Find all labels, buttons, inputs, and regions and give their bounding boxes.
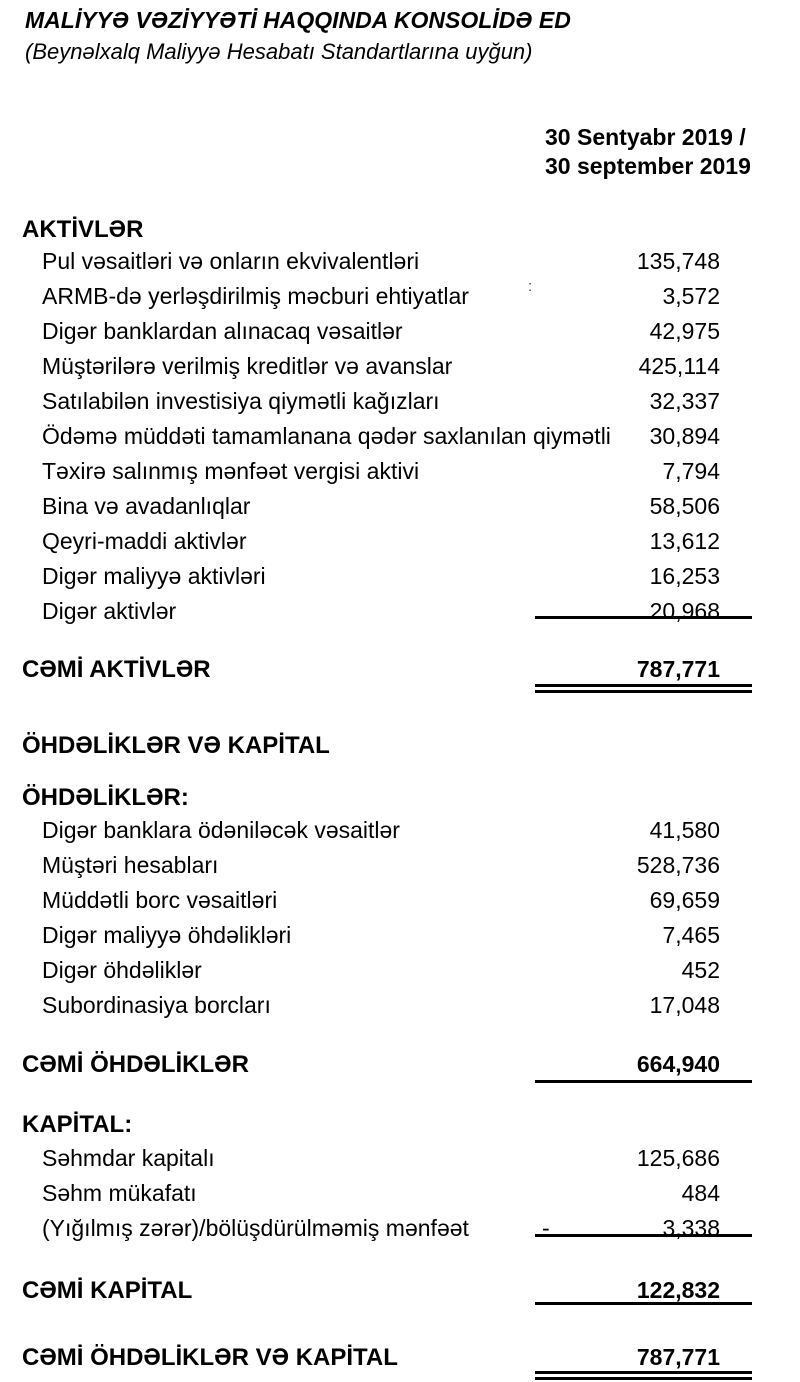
- assets-total-row: [0, 656, 800, 686]
- line-item-row: [0, 1145, 800, 1175]
- liabilities-total-row: [0, 1051, 800, 1081]
- total-label: CƏMİ AKTİVLƏR: [22, 656, 211, 683]
- line-item-label: Digər maliyyə aktivləri: [42, 563, 266, 589]
- line-item-row: [0, 563, 800, 593]
- line-item-label: Qeyri-maddi aktivlər: [42, 528, 247, 554]
- section-heading-equity: [0, 1111, 800, 1141]
- line-item-label: Təxirə salınmış mənfəət vergisi aktivi: [42, 458, 420, 484]
- line-item-row: [0, 458, 800, 488]
- line-item-label: Ödəmə müddəti tamamlanana qədər saxlanılan qiymətli: [42, 423, 611, 449]
- line-item-value: 7,794: [662, 458, 720, 484]
- line-item-row: [0, 817, 800, 847]
- line-item-label: ARMB-də yerləşdirilmiş məcburi ehtiyatlar: [42, 283, 469, 309]
- line-item-value: 30,894: [649, 423, 720, 449]
- line-item-value: 125,686: [636, 1145, 720, 1171]
- line-item-row: [0, 423, 800, 453]
- line-item-value: 41,580: [649, 817, 720, 843]
- line-item-value: 69,659: [649, 887, 720, 913]
- line-item-label: Digər öhdəliklər: [42, 957, 202, 983]
- line-item-value: 32,337: [649, 388, 720, 414]
- total-value: 664,940: [636, 1051, 720, 1077]
- total-value: 787,771: [636, 1344, 720, 1370]
- line-item-row: [0, 957, 800, 987]
- line-item-label: Səhmdar kapitalı: [42, 1145, 215, 1171]
- line-item-row: [0, 388, 800, 418]
- line-item-value: 13,612: [649, 528, 720, 554]
- line-item-label: Digər banklara ödəniləcək vəsaitlər: [42, 817, 400, 843]
- column-header-date: [545, 123, 751, 181]
- line-item-row: [0, 248, 800, 278]
- grand-total-row: [0, 1344, 800, 1374]
- rule-grand-total: [535, 1371, 752, 1380]
- line-item-row: [0, 887, 800, 917]
- line-item-row: [0, 922, 800, 952]
- line-item-label: Müştəri hesabları: [42, 852, 219, 878]
- line-item-row: [0, 852, 800, 882]
- line-item-value: 58,506: [649, 493, 720, 519]
- line-item-value: 484: [681, 1180, 720, 1206]
- line-item-row: [0, 992, 800, 1022]
- line-item-row: [0, 493, 800, 523]
- line-item-label: Digər aktivlər: [42, 598, 177, 624]
- line-item-value: 425,114: [638, 353, 720, 379]
- line-item-row: [0, 283, 800, 313]
- line-item-label: Səhm mükafatı: [42, 1180, 197, 1206]
- date-line-2: 30 september 2019: [545, 153, 751, 179]
- section-heading-label: ÖHDƏLİKLƏR:: [22, 784, 189, 811]
- page-subtitle: (Beynəlxalq Maliyyə Hesabatı Standartlarına uyğun): [25, 39, 533, 64]
- line-item-label: Bina və avadanlıqlar: [42, 493, 251, 519]
- line-item-label: Satılabilən investisiya qiymətli kağızları: [42, 388, 440, 414]
- total-value: 122,832: [636, 1277, 720, 1303]
- line-item-label: Digər maliyyə öhdəlikləri: [42, 922, 292, 948]
- line-item-value: 17,048: [649, 992, 720, 1018]
- line-item-label: Müddətli borc vəsaitləri: [42, 887, 278, 913]
- section-heading-liabilities-equity: [0, 732, 800, 762]
- line-item-row: [0, 1215, 800, 1245]
- section-heading-liabilities: [0, 784, 800, 814]
- line-item-value: 16,253: [649, 563, 720, 589]
- section-heading-label: ÖHDƏLİKLƏR VƏ KAPİTAL: [22, 732, 330, 759]
- line-item-row: [0, 318, 800, 348]
- total-value: 787,771: [636, 656, 720, 682]
- total-label: CƏMİ ÖHDƏLİKLƏR VƏ KAPİTAL: [22, 1344, 398, 1371]
- total-label: CƏMİ ÖHDƏLİKLƏR: [22, 1051, 249, 1078]
- line-item-value: 20,968: [649, 598, 720, 624]
- line-item-row: [0, 353, 800, 383]
- section-heading-assets: [0, 216, 800, 246]
- section-heading-label: AKTİVLƏR: [22, 216, 144, 243]
- line-item-label: Müştərilərə verilmiş kreditlər və avanslar: [42, 353, 453, 379]
- note-mark: :: [528, 278, 533, 295]
- line-item-value: 3,338: [662, 1215, 720, 1241]
- line-item-row: [0, 528, 800, 558]
- line-item-value: 3,572: [662, 283, 720, 309]
- total-label: CƏMİ KAPİTAL: [22, 1277, 193, 1304]
- line-item-value: 452: [681, 957, 720, 983]
- rule-equity-total: [535, 1302, 752, 1305]
- line-item-value: 135,748: [636, 248, 720, 274]
- negative-sign: -: [542, 1215, 550, 1241]
- line-item-value: 42,975: [649, 318, 720, 344]
- line-item-label: Pul vəsaitləri və onların ekvivalentləri: [42, 248, 420, 274]
- line-item-value: 7,465: [662, 922, 720, 948]
- line-item-label: Subordinasiya borcları: [42, 992, 271, 1018]
- rule-equity-items: [535, 1234, 752, 1237]
- date-line-1: 30 Sentyabr 2019 /: [545, 124, 746, 150]
- line-item-label: Digər banklardan alınacaq vəsaitlər: [42, 318, 403, 344]
- section-heading-label: KAPİTAL:: [22, 1111, 133, 1138]
- rule-liabilities-total: [535, 1080, 752, 1083]
- line-item-label: (Yığılmış zərər)/bölüşdürülməmiş mənfəət: [42, 1215, 469, 1241]
- line-item-row: [0, 598, 800, 628]
- rule-assets-items: [535, 616, 752, 619]
- rule-assets-total: [535, 684, 752, 693]
- line-item-row: [0, 1180, 800, 1210]
- line-item-value: 528,736: [636, 852, 720, 878]
- page-title: MALİYYƏ VƏZİYYƏTİ HAQQINDA KONSOLİDƏ ED: [25, 7, 571, 33]
